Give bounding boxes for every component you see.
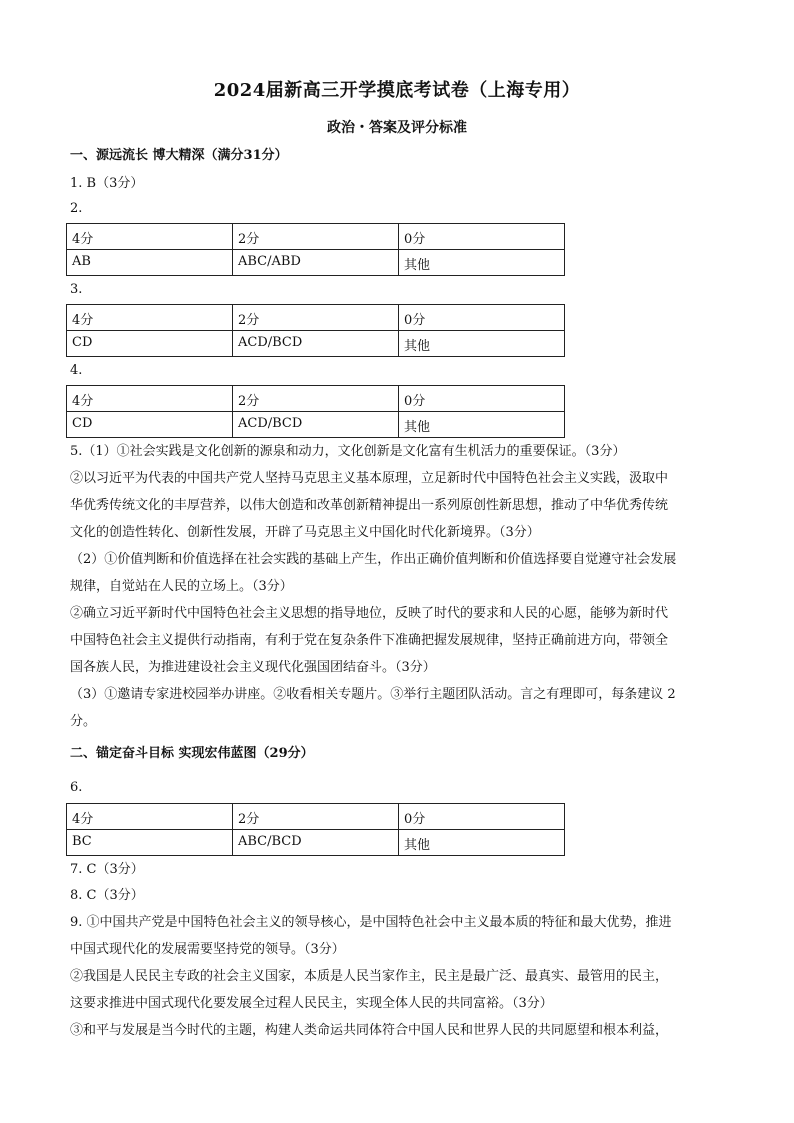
answer-q1: 1. B（3分） [70, 176, 144, 191]
answer-line: （3）①邀请专家进校园举办讲座。②收看相关专题片。③举行主题团队活动。言之有理即可，每条建议 2 [70, 687, 676, 702]
answer-line: ③和平与发展是当今时代的主题，构建人类命运共同体符合中国人民和世界人民的共同愿望和根本利益， [70, 1023, 669, 1038]
score-table-q6 [66, 803, 565, 856]
table-cell: ABC/ABD [233, 250, 399, 276]
table-cell: CD [67, 331, 233, 357]
table-cell: 4分 [67, 305, 233, 331]
page-subtitle: 政治・答案及评分标准 [327, 120, 467, 136]
table-cell: 2分 [233, 804, 399, 830]
answer-line: 9. ①中国共产党是中国特色社会主义的领导核心，是中国特色社会中主义最本质的特征和最大优势，推进 [70, 915, 672, 930]
score-table-q2 [66, 223, 565, 276]
table-row [67, 830, 565, 856]
page-title: 2024届新高三开学摸底考试卷（上海专用） [213, 80, 581, 101]
table-cell: CD [67, 412, 233, 438]
table-cell: 4分 [67, 224, 233, 250]
table-cell: 其他 [399, 830, 565, 856]
section-heading-2: 二、锚定奋斗目标 实现宏伟蓝图（29分） [70, 746, 314, 761]
score-table-q3 [66, 304, 565, 357]
table-row [67, 250, 565, 276]
answer-line: ②以习近平为代表的中国共产党人坚持马克思主义基本原理，立足新时代中国特色社会主义实践，汲取中 [70, 471, 669, 486]
table-cell: 0分 [399, 305, 565, 331]
answer-line: 中国特色社会主义提供行动指南，有利于党在复杂条件下准确把握发展规律，坚持正确前进方向，带领全 [70, 633, 669, 648]
answer-line: ②我国是人民民主专政的社会主义国家，本质是人民当家作主，民主是最广泛、最真实、最管用的民主， [70, 969, 669, 984]
table-header-row [67, 305, 565, 331]
table-cell: 0分 [399, 224, 565, 250]
table-cell: 0分 [399, 386, 565, 412]
answer-line: 这要求推进中国式现代化要发展全过程人民民主，实现全体人民的共同富裕。（3分） [70, 996, 553, 1011]
question-label-q2: 2. [70, 201, 83, 216]
table-row [67, 412, 565, 438]
answer-line: 国各族人民，为推进建设社会主义现代化强国团结奋斗。（3分） [70, 660, 436, 675]
table-cell: 2分 [233, 224, 399, 250]
table-cell: 4分 [67, 386, 233, 412]
table-cell: 0分 [399, 804, 565, 830]
answer-line: 中国式现代化的发展需要坚持党的领导。（3分） [70, 942, 345, 957]
answer-q7: 7. C（3分） [70, 862, 144, 877]
table-cell: ABC/BCD [233, 830, 399, 856]
table-cell: BC [67, 830, 233, 856]
answer-line: 5.（1）①社会实践是文化创新的源泉和动力，文化创新是文化富有生机活力的重要保证。（3分） [70, 444, 626, 459]
answer-line: 规律，自觉站在人民的立场上。（3分） [70, 579, 293, 594]
table-header-row [67, 386, 565, 412]
table-cell: 其他 [399, 331, 565, 357]
answer-line: 分。 [70, 714, 97, 729]
table-cell: 2分 [233, 386, 399, 412]
table-header-row [67, 224, 565, 250]
question-label-q6: 6. [70, 780, 83, 795]
table-cell: 其他 [399, 412, 565, 438]
table-cell: 其他 [399, 250, 565, 276]
table-cell: ACD/BCD [233, 412, 399, 438]
answer-q8: 8. C（3分） [70, 888, 144, 903]
section-heading-1: 一、源远流长 博大精深（满分31分） [70, 148, 288, 163]
score-table-q4 [66, 385, 565, 438]
question-label-q3: 3. [70, 282, 83, 297]
answer-line: 华优秀传统文化的丰厚营养，以伟大创造和改革创新精神提出一系列原创性新思想，推动了中华优秀传统 [70, 498, 669, 513]
table-cell: 2分 [233, 305, 399, 331]
table-cell: 4分 [67, 804, 233, 830]
table-header-row [67, 804, 565, 830]
table-cell: AB [67, 250, 233, 276]
answer-line: （2）①价值判断和价值选择在社会实践的基础上产生，作出正确价值判断和价值选择要自觉遵守社会发展 [70, 552, 677, 567]
answer-line: ②确立习近平新时代中国特色社会主义思想的指导地位，反映了时代的要求和人民的心愿，能够为新时代 [70, 606, 669, 621]
question-label-q4: 4. [70, 363, 83, 378]
answer-line: 文化的创造性转化、创新性发展，开辟了马克思主义中国化时代化新境界。（3分） [70, 525, 540, 540]
table-row [67, 331, 565, 357]
table-cell: ACD/BCD [233, 331, 399, 357]
